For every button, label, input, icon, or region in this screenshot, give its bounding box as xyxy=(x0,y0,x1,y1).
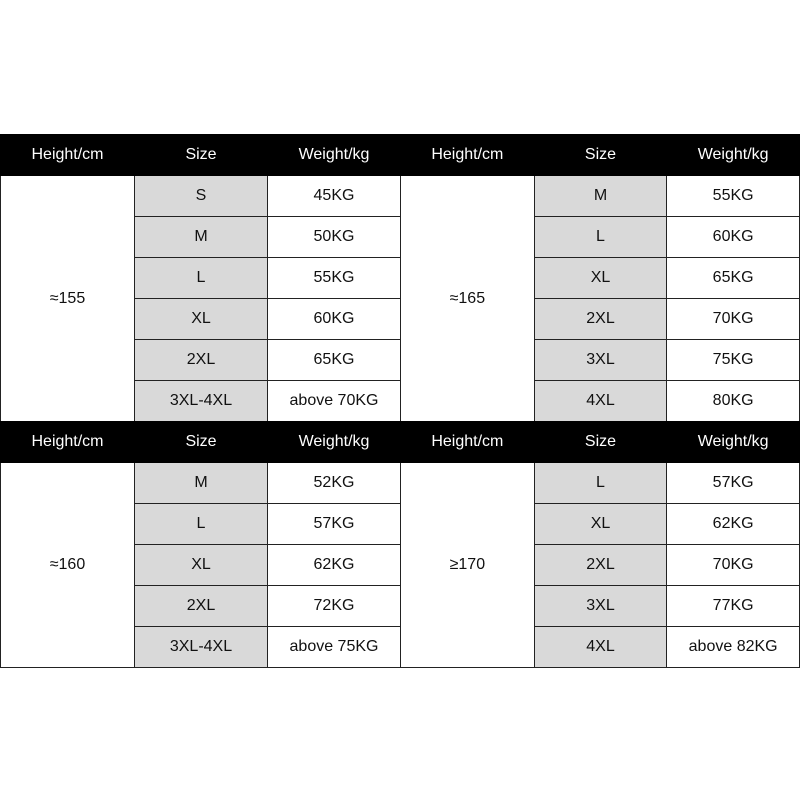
header-size: Size xyxy=(534,422,667,463)
size-table-165 xyxy=(400,134,800,422)
weight-cell: 60KG xyxy=(268,299,401,340)
weight-cell: 55KG xyxy=(667,176,800,217)
size-cell: 3XL xyxy=(534,586,667,627)
header-weight: Weight/kg xyxy=(268,135,401,176)
size-cell: XL xyxy=(135,299,268,340)
height-cell: ≈160 xyxy=(1,463,135,668)
size-table-155 xyxy=(0,134,401,422)
size-table-160 xyxy=(0,421,401,668)
header-size: Size xyxy=(534,135,667,176)
size-cell: 2XL xyxy=(135,340,268,381)
size-cell: M xyxy=(534,176,667,217)
weight-cell: 65KG xyxy=(268,340,401,381)
size-cell: 3XL-4XL xyxy=(135,381,268,422)
size-cell: XL xyxy=(534,504,667,545)
height-cell: ≥170 xyxy=(401,463,535,668)
table-row xyxy=(1,463,401,504)
weight-cell: 50KG xyxy=(268,217,401,258)
size-cell: 2XL xyxy=(534,545,667,586)
table-row xyxy=(401,463,800,504)
size-cell: L xyxy=(135,504,268,545)
header-height: Height/cm xyxy=(1,135,135,176)
weight-cell: 72KG xyxy=(268,586,401,627)
size-cell: 2XL xyxy=(135,586,268,627)
table-header-row xyxy=(1,135,401,176)
table-header-row xyxy=(1,422,401,463)
size-cell: 2XL xyxy=(534,299,667,340)
weight-cell: 55KG xyxy=(268,258,401,299)
size-cell: S xyxy=(135,176,268,217)
size-cell: XL xyxy=(135,545,268,586)
size-table-170 xyxy=(400,421,800,668)
weight-cell: 75KG xyxy=(667,340,800,381)
table-row xyxy=(1,176,401,217)
header-weight: Weight/kg xyxy=(667,135,800,176)
size-cell: 3XL xyxy=(534,340,667,381)
weight-cell: above 75KG xyxy=(268,627,401,668)
size-cell: 3XL-4XL xyxy=(135,627,268,668)
header-height: Height/cm xyxy=(401,422,535,463)
height-cell: ≈165 xyxy=(401,176,535,422)
weight-cell: above 82KG xyxy=(667,627,800,668)
table-row xyxy=(401,176,800,217)
size-cell: 4XL xyxy=(534,627,667,668)
size-cell: L xyxy=(534,463,667,504)
weight-cell: 45KG xyxy=(268,176,401,217)
header-size: Size xyxy=(135,422,268,463)
size-cell: M xyxy=(135,463,268,504)
size-cell: 4XL xyxy=(534,381,667,422)
weight-cell: 77KG xyxy=(667,586,800,627)
weight-cell: 62KG xyxy=(667,504,800,545)
size-cell: L xyxy=(534,217,667,258)
weight-cell: 80KG xyxy=(667,381,800,422)
weight-cell: 60KG xyxy=(667,217,800,258)
weight-cell: 52KG xyxy=(268,463,401,504)
size-cell: M xyxy=(135,217,268,258)
height-cell: ≈155 xyxy=(1,176,135,422)
weight-cell: 62KG xyxy=(268,545,401,586)
table-header-row xyxy=(401,422,800,463)
header-weight: Weight/kg xyxy=(268,422,401,463)
header-weight: Weight/kg xyxy=(667,422,800,463)
size-cell: XL xyxy=(534,258,667,299)
table-header-row xyxy=(401,135,800,176)
header-height: Height/cm xyxy=(401,135,535,176)
size-cell: L xyxy=(135,258,268,299)
weight-cell: 65KG xyxy=(667,258,800,299)
weight-cell: 70KG xyxy=(667,545,800,586)
weight-cell: 70KG xyxy=(667,299,800,340)
header-height: Height/cm xyxy=(1,422,135,463)
weight-cell: 57KG xyxy=(667,463,800,504)
weight-cell: above 70KG xyxy=(268,381,401,422)
header-size: Size xyxy=(135,135,268,176)
weight-cell: 57KG xyxy=(268,504,401,545)
